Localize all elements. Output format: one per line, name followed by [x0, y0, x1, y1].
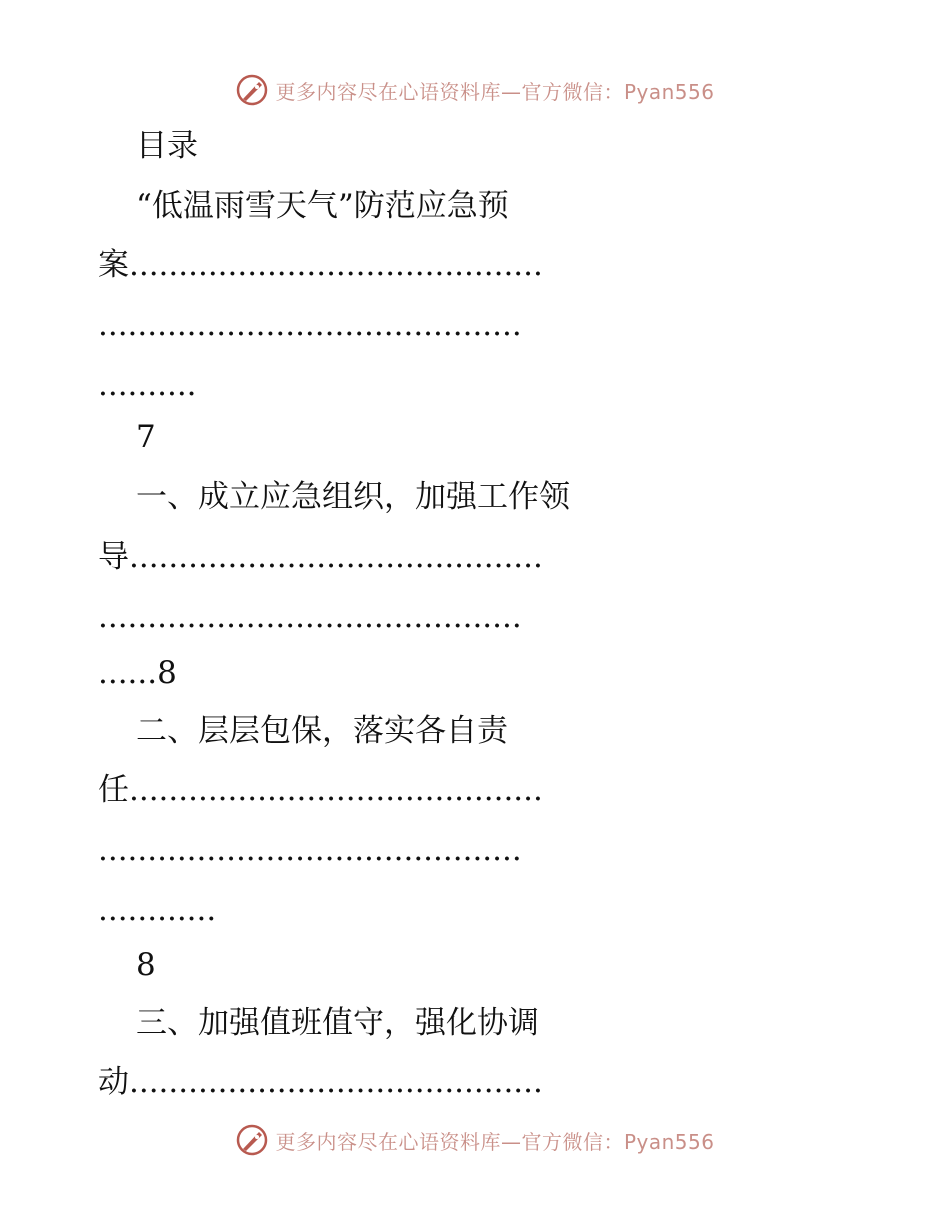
toc-heading: 目录 — [136, 128, 198, 164]
toc-entry-leader-line — [0, 765, 950, 815]
toc-page-number: 7 — [136, 419, 156, 455]
toc-entry-title: 三、加强值班值守，强化协调 — [136, 1005, 539, 1041]
toc-entry-title: 一、成立应急组织，加强工作领 — [136, 479, 570, 515]
toc-dot-leader: ........................................... — [98, 307, 522, 343]
watermark-banner-bottom — [0, 1120, 950, 1160]
toc-entry-lead-char: 导 — [98, 539, 129, 575]
toc-dot-leader: .......................................... — [129, 772, 543, 808]
pen-nib-logo-icon — [235, 73, 269, 107]
toc-entry-lead-char: 案 — [98, 247, 129, 283]
toc-dot-leader: .......... — [98, 367, 197, 403]
toc-entry-title: 二、层层包保，落实各自责 — [136, 713, 508, 749]
toc-entry-lead-char: 动 — [98, 1064, 129, 1100]
toc-entry-leader-line — [0, 1057, 950, 1107]
toc-dot-leader: ............ — [98, 892, 217, 928]
toc-dot-leader-with-page: ......8 — [98, 655, 177, 691]
toc-page-number: 8 — [136, 947, 156, 983]
toc-dot-leader: .......................................... — [129, 247, 543, 283]
toc-entry-lead-char: 任 — [98, 772, 129, 808]
toc-entry-leader-line — [0, 240, 950, 290]
toc-dot-leader: .......................................... — [129, 539, 543, 575]
watermark-text: 更多内容尽在心语资料库—官方微信：Pyan556 — [275, 79, 715, 104]
pen-nib-logo-icon — [235, 1123, 269, 1157]
toc-dot-leader: ........................................... — [98, 832, 522, 868]
watermark-text: 更多内容尽在心语资料库—官方微信：Pyan556 — [275, 1129, 715, 1154]
toc-dot-leader: .......................................... — [129, 1064, 543, 1100]
toc-dot-leader: ........................................... — [98, 599, 522, 635]
toc-entry-leader-line — [0, 532, 950, 582]
toc-entry-title: “低温雨雪天气”防范应急预 — [136, 188, 509, 224]
watermark-banner-top — [0, 70, 950, 110]
